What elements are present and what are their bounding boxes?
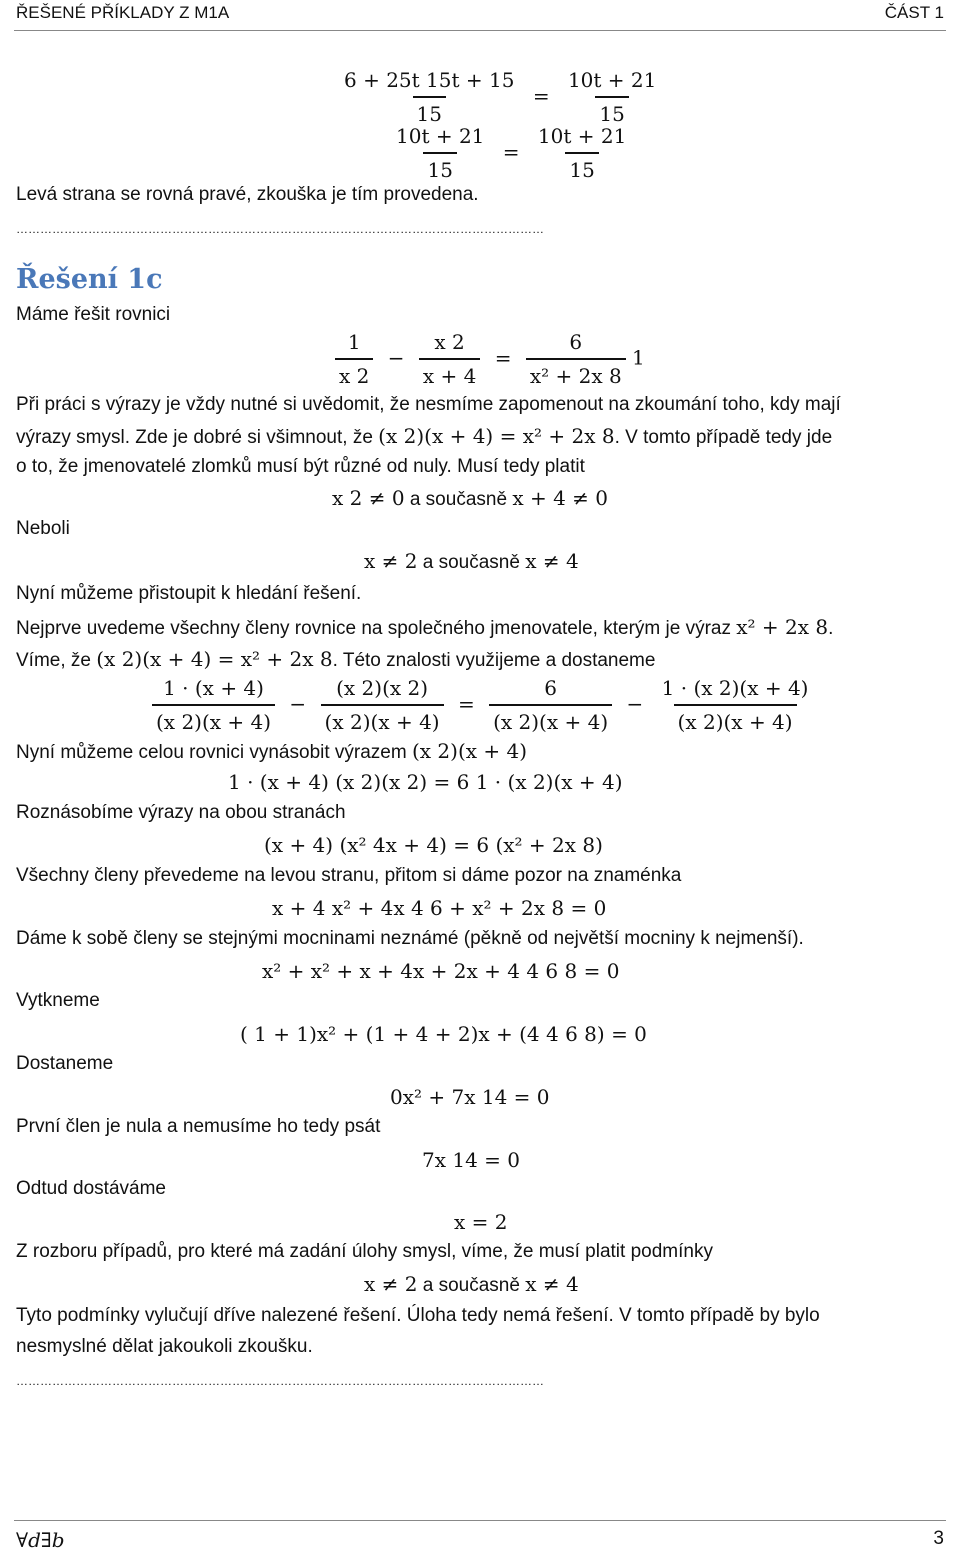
text-line: Vytkneme (16, 990, 100, 1011)
text-line: Tyto podmínky vylučují dříve nalezené řešení. Úloha tedy nemá řešení. V tomto případě by bylo (16, 1305, 820, 1326)
text-line: Všechny členy převedeme na levou stranu, přitom si dáme pozor na znaménka (16, 865, 682, 886)
equation-line: x = 2 (454, 1210, 508, 1234)
equation-line: x + 4 x² + 4x 4 6 + x² + 2x 8 = 0 (272, 896, 607, 920)
equation-line: x² + x² + x + 4x + 2x + 4 4 6 8 = 0 (262, 959, 620, 983)
page-footer-left: ∀d∃b (16, 1528, 65, 1552)
text-line: výrazy smysl. Zde je dobré si všimnout, že (x 2)(x + 4) = x² + 2x 8. V tomto případě tedy jde (16, 424, 833, 448)
footer-rule (14, 1520, 946, 1521)
text-line: nesmyslné dělat jakoukoli zkoušku. (16, 1336, 313, 1357)
text-line: Z rozboru případů, pro které má zadání úlohy smysl, víme, že musí platit podmínky (16, 1241, 713, 1262)
main-equation: $\frac{1}{x 2}$ − $\frac{x 2}{x + 4}$ = $\frac{6}{\text{x² + 2x 8}}$ 1 (335, 330, 645, 388)
equation-line: 0x² + 7x 14 = 0 (390, 1085, 550, 1109)
condition-line-2: x ≠ 2 a současně x ≠ 4 (364, 549, 579, 573)
text-line: Odtud dostáváme (16, 1178, 166, 1199)
equation-line: ( 1 + 1)x² + (1 + 4 + 2)x + (4 4 6 8) = 0 (240, 1022, 647, 1046)
text-line: Při práci s výrazy je vždy nutné si uvědomit, že nesmíme zapomenout na zkoumání toho, kdy mají (16, 394, 841, 415)
separator-top: …………………………………………………………………………………………………………………… (16, 222, 544, 236)
page-number: 3 (933, 1528, 944, 1549)
text-line: Roznásobíme výrazy na obou stranách (16, 802, 346, 823)
condition-line-3: x ≠ 2 a současně x ≠ 4 (364, 1272, 579, 1296)
common-denominator-equation: $\frac{1 \cdot (x + 4)}{(x 2)(x + 4)}$ − $\frac{(x 2)(x 2)}{(x 2)(x + 4)}$ = $\frac{6}{(x 2)(x + 4)}$ − $\frac{1 \cdot (x 2)(x + 4)}{(x 2)(x + 4)}$ (152, 676, 813, 734)
text-line: Nejprve uvedeme všechny členy rovnice na společného jmenovatele, kterým je výraz x² + 2x 8. (16, 615, 834, 639)
text-line: Dostaneme (16, 1053, 114, 1074)
page-header-left: ŘEŠENÉ PŘÍKLADY Z M1A (16, 3, 230, 22)
equation-line: 1 · (x + 4) (x 2)(x 2) = 6 1 · (x 2)(x + 4) (228, 770, 623, 794)
text-line: Dáme k sobě členy se stejnými mocninami neznámé (pěkně od největší mocniny k nejmenší). (16, 928, 804, 949)
text-line: Nyní můžeme celou rovnici vynásobit výrazem (x 2)(x + 4) (16, 739, 528, 763)
text-line: Nyní můžeme přistoupit k hledání řešení. (16, 583, 362, 604)
check-equation-2: $\frac{10t + 21}{15}$ = $\frac{10t + 21}{15}$ (396, 124, 627, 182)
header-rule (14, 30, 946, 31)
solution-heading: Řešení 1c (16, 264, 163, 295)
condition-line-1: x 2 ≠ 0 a současně x + 4 ≠ 0 (332, 486, 608, 510)
check-conclusion: Levá strana se rovná pravé, zkouška je tím provedena. (16, 184, 479, 205)
text-line: o to, že jmenovatelé zlomků musí být různé od nuly. Musí tedy platit (16, 456, 585, 477)
text-line: První člen je nula a nemusíme ho tedy psát (16, 1116, 381, 1137)
separator-bottom: …………………………………………………………………………………………………………………… (16, 1374, 544, 1388)
text-line: Víme, že (x 2)(x + 4) = x² + 2x 8. Této znalosti využijeme a dostaneme (16, 647, 656, 671)
check-equation-1: $\frac{6 + 25t 15t + 15}{15}$ = $\frac{10t + 21}{15}$ (344, 68, 657, 126)
page-header-right: ČÁST 1 (884, 3, 944, 22)
equation-line: 7x 14 = 0 (422, 1148, 521, 1172)
text-line: Máme řešit rovnici (16, 304, 171, 325)
text-line: Neboli (16, 518, 70, 539)
equation-line: (x + 4) (x² 4x + 4) = 6 (x² + 2x 8) (264, 833, 603, 857)
